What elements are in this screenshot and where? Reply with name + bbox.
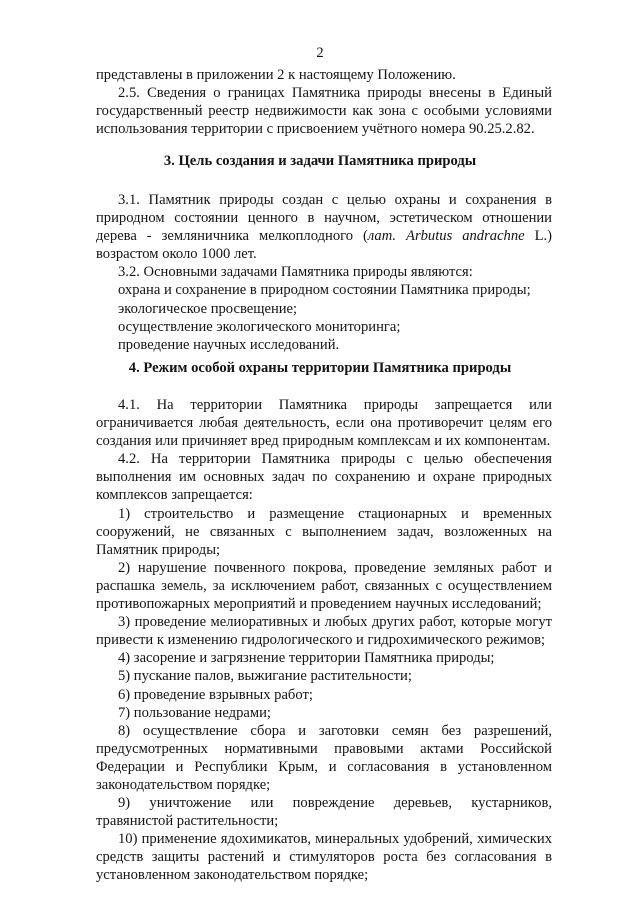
prohibition-item: 1) строительство и размещение стационарных и временных сооружений, не связанных с выполнением задач, возложенных на Памятник природы;	[96, 505, 552, 558]
p31-text-pre: 3.1. Памятник природы создан с целью охраны и сохранения в природном состоянии ценного в научном, эстетическом отношении дерева - земляничника мелкоплодного (	[96, 192, 552, 245]
prohibition-item: 8) осуществление сбора и заготовки семян без разрешений, предусмотренных нормативными правовыми актами Российской Федерации и Республики Крым, и согласования в установленном законодательством порядке;	[96, 722, 552, 793]
task-item: проведение научных исследований.	[118, 336, 340, 353]
section-4-heading: 4. Режим особой охраны территории Памятника природы	[128, 360, 512, 376]
task-item: охрана и сохранение в природном состоянии Памятника природы;	[118, 282, 531, 299]
intro-block	[96, 66, 552, 138]
prohibition-item: 4) засорение и загрязнение территории Памятника природы;	[118, 650, 495, 667]
prohibition-item: 7) пользование недрами;	[118, 704, 271, 721]
prohibition-item: 3) проведение мелиоративных и любых других работ, которые могут привести к изменению гидрологического и гидрохимического режимов;	[96, 614, 552, 649]
task-item: экологическое просвещение;	[118, 300, 298, 317]
paragraph-3-2: 3.2. Основными задачами Памятника природы являются:	[118, 264, 473, 281]
p31-species-name: Arbutus andrachne	[406, 228, 525, 245]
prohibition-item: 6) проведение взрывных работ;	[118, 686, 313, 703]
page-number: 2	[316, 45, 324, 61]
section-3-body	[96, 191, 552, 354]
section-4-body	[96, 396, 552, 885]
prohibition-item: 10) применение ядохимикатов, минеральных удобрений, химических средств защиты растений и стимуляторов роста без согласования в установленном законодательством порядке;	[96, 831, 552, 884]
paragraph-3-1	[96, 191, 552, 263]
p31-text-post: возрастом около 1000 лет.	[96, 246, 257, 263]
p31-author: L.)	[524, 228, 553, 245]
continued-paragraph: представлены в приложении 2 к настоящему Положению.	[96, 67, 456, 83]
p31-latin-prefix: лат.	[367, 228, 407, 245]
paragraph-4-1: 4.1. На территории Памятника природы запрещается или ограничивается любая деятельность, если она противоречит целям его создания или причиняет вред природным комплексам и их компонентам.	[96, 397, 552, 450]
prohibition-item: 2) нарушение почвенного покрова, проведение земляных работ и распашка земель, за исключением работ, связанных с осуществлением противопожарных мероприятий и проведением научных исследований;	[96, 559, 552, 613]
prohibition-item: 5) пускание палов, выжигание растительности;	[118, 668, 412, 685]
section-3-heading: 3. Цель создания и задачи Памятника природы	[163, 153, 477, 169]
paragraph-4-2: 4.2. На территории Памятника природы с целью обеспечения выполнения им основных задач по сохранению и охране природных комплексов запрещается:	[96, 451, 552, 504]
task-item: осуществление экологического мониторинга;	[118, 318, 401, 335]
paragraph-2-5: 2.5. Сведения о границах Памятника природы внесены в Единый государственный реестр недвижимости как зона с особыми условиями использования территории с присвоением учётного номера 90.25.2.82.	[96, 85, 552, 138]
prohibition-item: 9) уничтожение или повреждение деревьев, кустарников, травянистой растительности;	[96, 795, 552, 830]
